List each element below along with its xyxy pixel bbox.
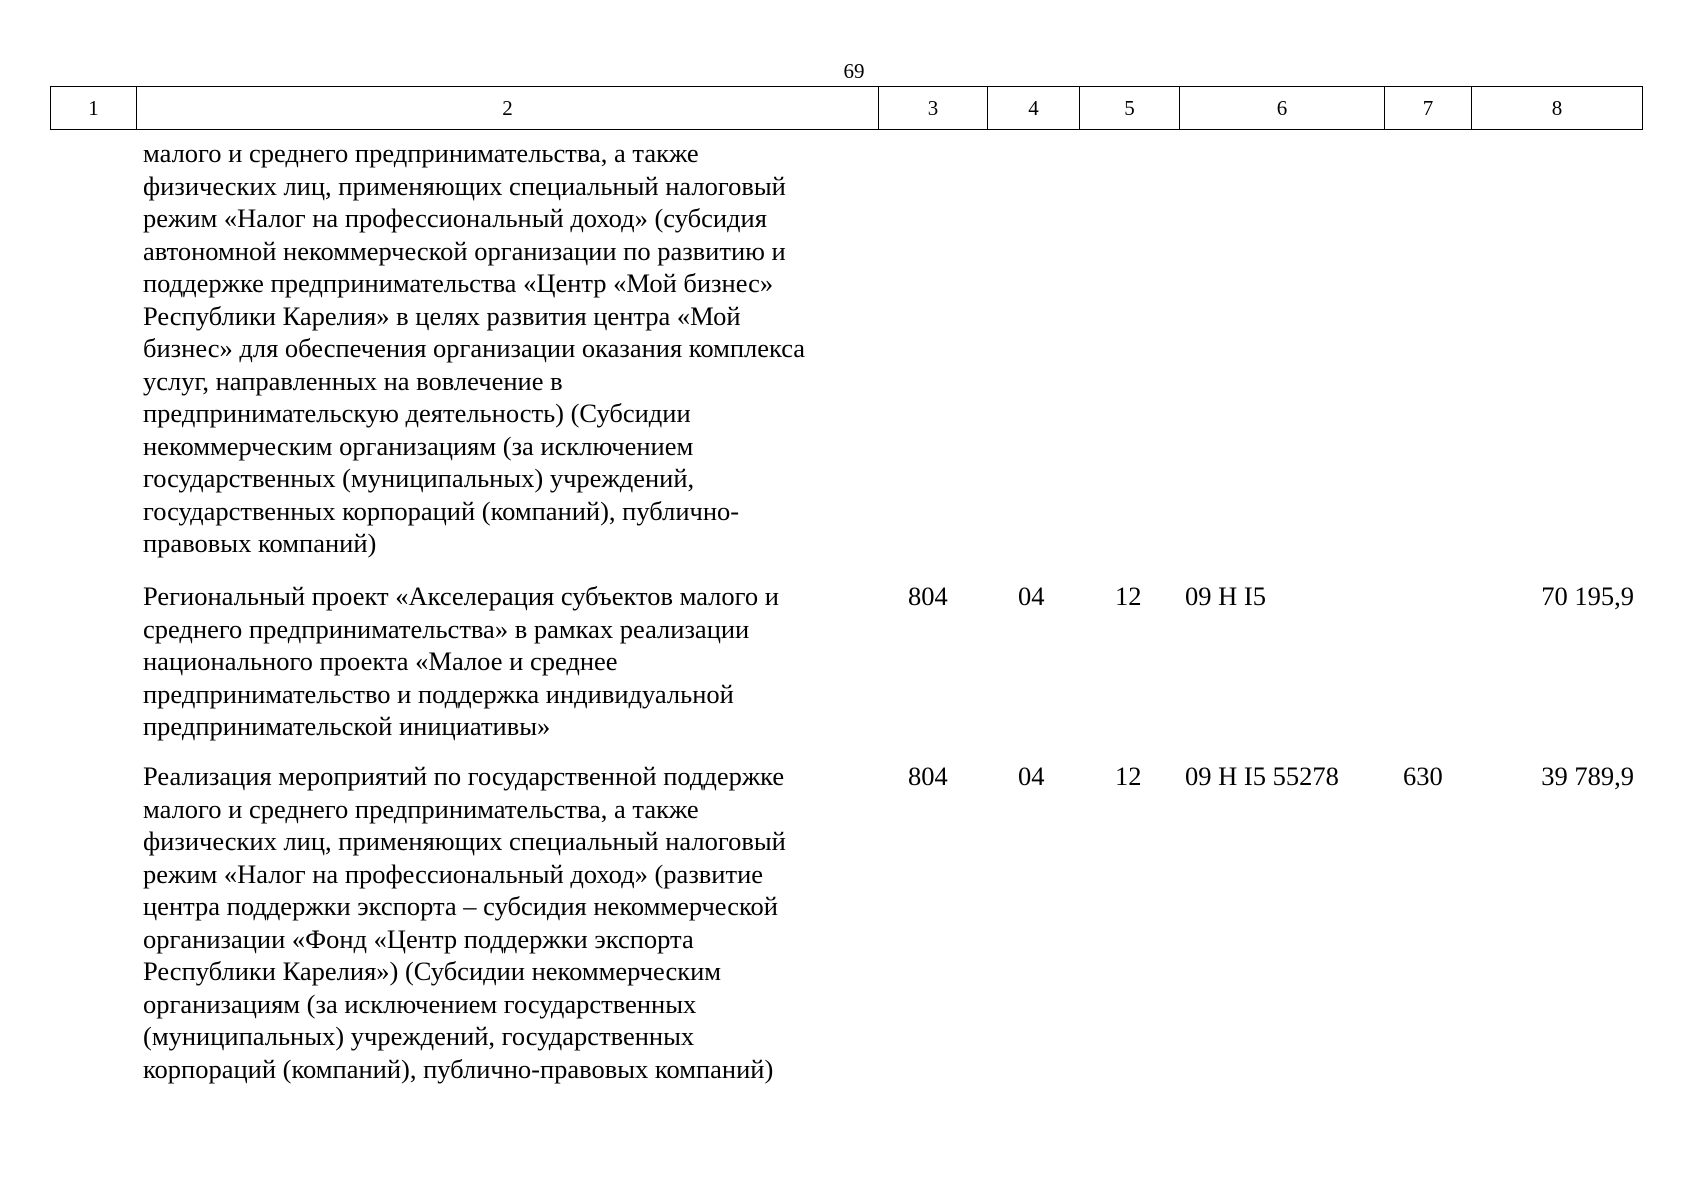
- description-line: малого и среднего предпринимательства, а также: [143, 793, 699, 824]
- cell-subsection-code: 12: [1115, 581, 1142, 611]
- description-line: центра поддержки экспорта – субсидия некоммерческой: [143, 891, 778, 921]
- description-line: корпораций (компаний), публично-правовых компаний): [143, 1053, 774, 1084]
- column-header-7: 7: [1385, 87, 1472, 130]
- description-line: Республики Карелия» в целях развития центра «Мой: [143, 300, 741, 331]
- column-header-2: 2: [137, 87, 879, 130]
- description-line: Региональный проект «Акселерация субъектов малого и: [143, 581, 779, 611]
- cell-section-code: 04: [1018, 581, 1045, 611]
- column-header-6: 6: [1180, 87, 1385, 130]
- description-line: национального проекта «Малое и среднее: [143, 646, 618, 676]
- description-line: государственных корпораций (компаний), публично-: [143, 495, 740, 526]
- column-header-row: [51, 87, 1643, 130]
- description-line: предпринимательской инициативы»: [143, 711, 551, 741]
- description-line: организациям (за исключением государственных: [143, 988, 697, 1019]
- description-line: организации «Фонд «Центр поддержки экспорта: [143, 923, 694, 954]
- description-line: услуг, направленных на вовлечение в: [143, 365, 563, 396]
- column-header-4: 4: [988, 87, 1080, 130]
- cell-department-code: 804: [908, 581, 948, 611]
- description-line: режим «Налог на профессиональный доход» (субсидия: [143, 203, 767, 233]
- column-header-8: 8: [1472, 87, 1643, 130]
- row-description: [143, 580, 873, 743]
- description-line: предпринимательство и поддержка индивидуальной: [143, 678, 734, 709]
- description-line: правовых компаний): [143, 528, 377, 558]
- description-line: среднего предпринимательства» в рамках реализации: [143, 613, 750, 644]
- description-line: государственных (муниципальных) учреждений,: [143, 463, 695, 493]
- description-line: физических лиц, применяющих специальный налоговый: [143, 170, 786, 201]
- column-header-5: 5: [1080, 87, 1180, 130]
- row-description: [143, 137, 873, 560]
- row-description: [143, 760, 873, 1085]
- description-line: бизнес» для обеспечения организации оказания комплекса: [143, 333, 806, 363]
- cell-section-code: 04: [1018, 761, 1045, 791]
- description-line: Реализация мероприятий по государственной поддержке: [143, 761, 785, 791]
- description-line: Республики Карелия») (Субсидии некоммерческим: [143, 956, 722, 986]
- description-line: автономной некоммерческой организации по развитию и: [143, 235, 786, 266]
- column-header-3: 3: [879, 87, 988, 130]
- cell-target-article: 09 Н I5 55278: [1185, 761, 1339, 791]
- cell-department-code: 804: [908, 761, 948, 791]
- description-line: малого и среднего предпринимательства, а также: [143, 138, 699, 168]
- description-line: предпринимательскую деятельность) (Субсидии: [143, 398, 691, 428]
- page-number: 69: [843, 59, 865, 83]
- description-line: (муниципальных) учреждений, государственных: [143, 1021, 695, 1051]
- column-header-1: 1: [51, 87, 137, 130]
- description-line: поддержке предпринимательства «Центр «Мой бизнес»: [143, 268, 774, 298]
- cell-subsection-code: 12: [1115, 761, 1142, 791]
- description-line: физических лиц, применяющих специальный налоговый: [143, 826, 786, 856]
- cell-expense-type: 630: [1403, 761, 1443, 791]
- cell-amount: 39 789,9: [1541, 761, 1634, 791]
- cell-target-article: 09 Н I5: [1185, 581, 1266, 611]
- cell-amount: 70 195,9: [1541, 581, 1634, 611]
- description-line: некоммерческим организациям (за исключением: [143, 430, 694, 461]
- column-header-table: [50, 86, 1643, 130]
- description-line: режим «Налог на профессиональный доход» (развитие: [143, 858, 764, 889]
